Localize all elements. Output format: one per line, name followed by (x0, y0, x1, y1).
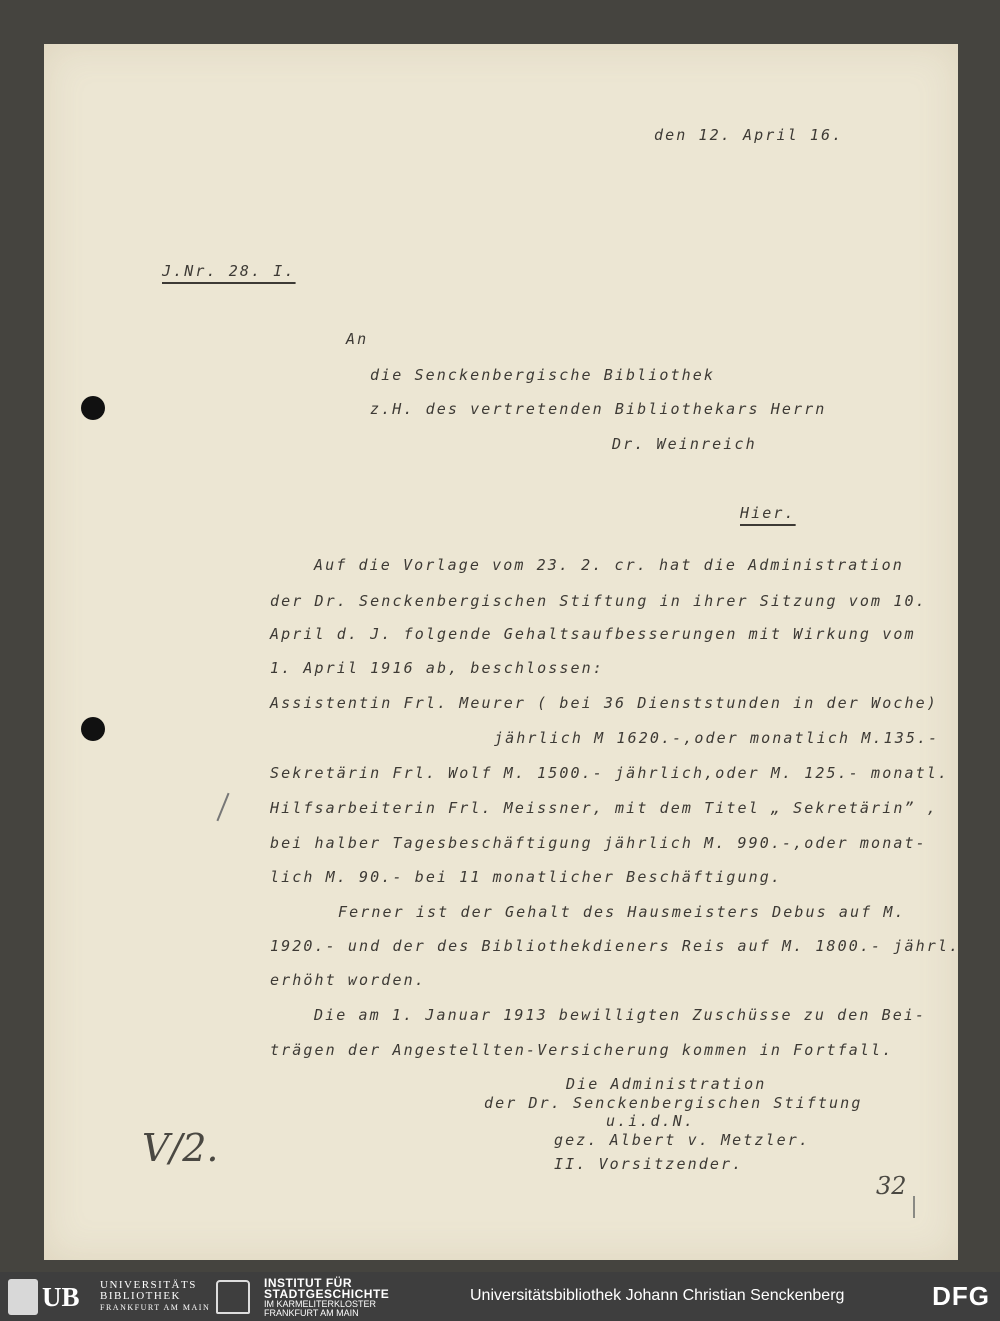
body-line: April d. J. folgende Gehaltsaufbesserungen mit Wirkung vom (270, 625, 916, 643)
ifs-line: STADTGESCHICHTE (264, 1287, 390, 1301)
signature-line: u.i.d.N. (606, 1112, 696, 1130)
ub-line: FRANKFURT AM MAIN (100, 1303, 211, 1312)
margin-tick (913, 1196, 915, 1218)
ub-logo[interactable] (8, 1278, 80, 1316)
ub-subtitle (100, 1280, 210, 1313)
address-line: z.H. des vertretenden Bibliothekars Herrn (370, 400, 827, 418)
address-line: Dr. Weinreich (612, 435, 757, 453)
handwritten-reference: V/2. (142, 1126, 219, 1170)
portrait-icon (8, 1279, 38, 1315)
punch-hole-bottom (81, 717, 105, 741)
body-line: trägen der Angestellten-Versicherung kommen in Fortfall. (270, 1041, 894, 1059)
signature-line: gez. Albert v. Metzler. (554, 1131, 811, 1149)
handwritten-page-number: 32 (876, 1172, 907, 1200)
place-hier: Hier. (740, 504, 796, 522)
ub-line: BIBLIOTHEK (100, 1290, 181, 1302)
body-line: Ferner ist der Gehalt des Hausmeisters Debus auf M. (338, 903, 906, 921)
footer-title[interactable]: Universitätsbibliothek Johann Christian Senckenberg (470, 1287, 845, 1304)
signature-line: der Dr. Senckenbergischen Stiftung (484, 1094, 863, 1112)
ifs-line: INSTITUT FÜR (264, 1276, 352, 1290)
body-line: Auf die Vorlage vom 23. 2. cr. hat die Administration (314, 556, 904, 574)
body-line: Assistentin Frl. Meurer ( bei 36 Dienststunden in der Woche) (270, 694, 938, 712)
ifs-line: FRANKFURT AM MAIN (264, 1308, 359, 1318)
ifs-line: IM KARMELITERKLOSTER (264, 1299, 377, 1309)
body-line: erhöht worden. (270, 971, 426, 989)
ub-logo-text: UB (42, 1281, 80, 1312)
punch-hole-top (81, 396, 105, 420)
body-line: lich M. 90.- bei 11 monatlicher Beschäftigung. (270, 868, 783, 886)
ub-line: UNIVERSITÄTS (100, 1279, 197, 1291)
body-line: Die am 1. Januar 1913 bewilligten Zuschüsse zu den Bei- (314, 1006, 927, 1024)
address-line: An (346, 330, 369, 348)
body-line: bei halber Tagesbeschäftigung jährlich M. 990.-,oder monat- (270, 834, 927, 852)
address-line: die Senckenbergische Bibliothek (370, 366, 716, 384)
body-line: 1920.- und der des Bibliothekdieners Reis auf M. 1800.- jährl. (270, 937, 961, 955)
body-line: 1. April 1916 ab, beschlossen: (270, 659, 604, 677)
body-line: der Dr. Senckenbergischen Stiftung in ihrer Sitzung vom 10. (270, 592, 927, 610)
signature-line: II. Vorsitzender. (554, 1155, 744, 1173)
ifs-logo-text[interactable] (264, 1278, 389, 1318)
journal-number: J.Nr. 28. I. (162, 262, 296, 280)
dfg-logo[interactable]: DFG (932, 1281, 990, 1311)
body-line: jährlich M 1620.-,oder monatlich M.135.- (494, 729, 940, 747)
letter-date: den 12. April 16. (654, 126, 844, 144)
body-line: Sekretärin Frl. Wolf M. 1500.- jährlich,oder M. 125.- monatl. (270, 764, 949, 782)
letter-page (44, 44, 961, 1260)
body-line: Hilfsarbeiterin Frl. Meissner, mit dem Titel „ Sekretärin” , (270, 799, 938, 817)
ifs-building-icon[interactable] (216, 1280, 250, 1314)
signature-line: Die Administration (566, 1075, 767, 1093)
footer-bar (0, 1272, 1000, 1321)
